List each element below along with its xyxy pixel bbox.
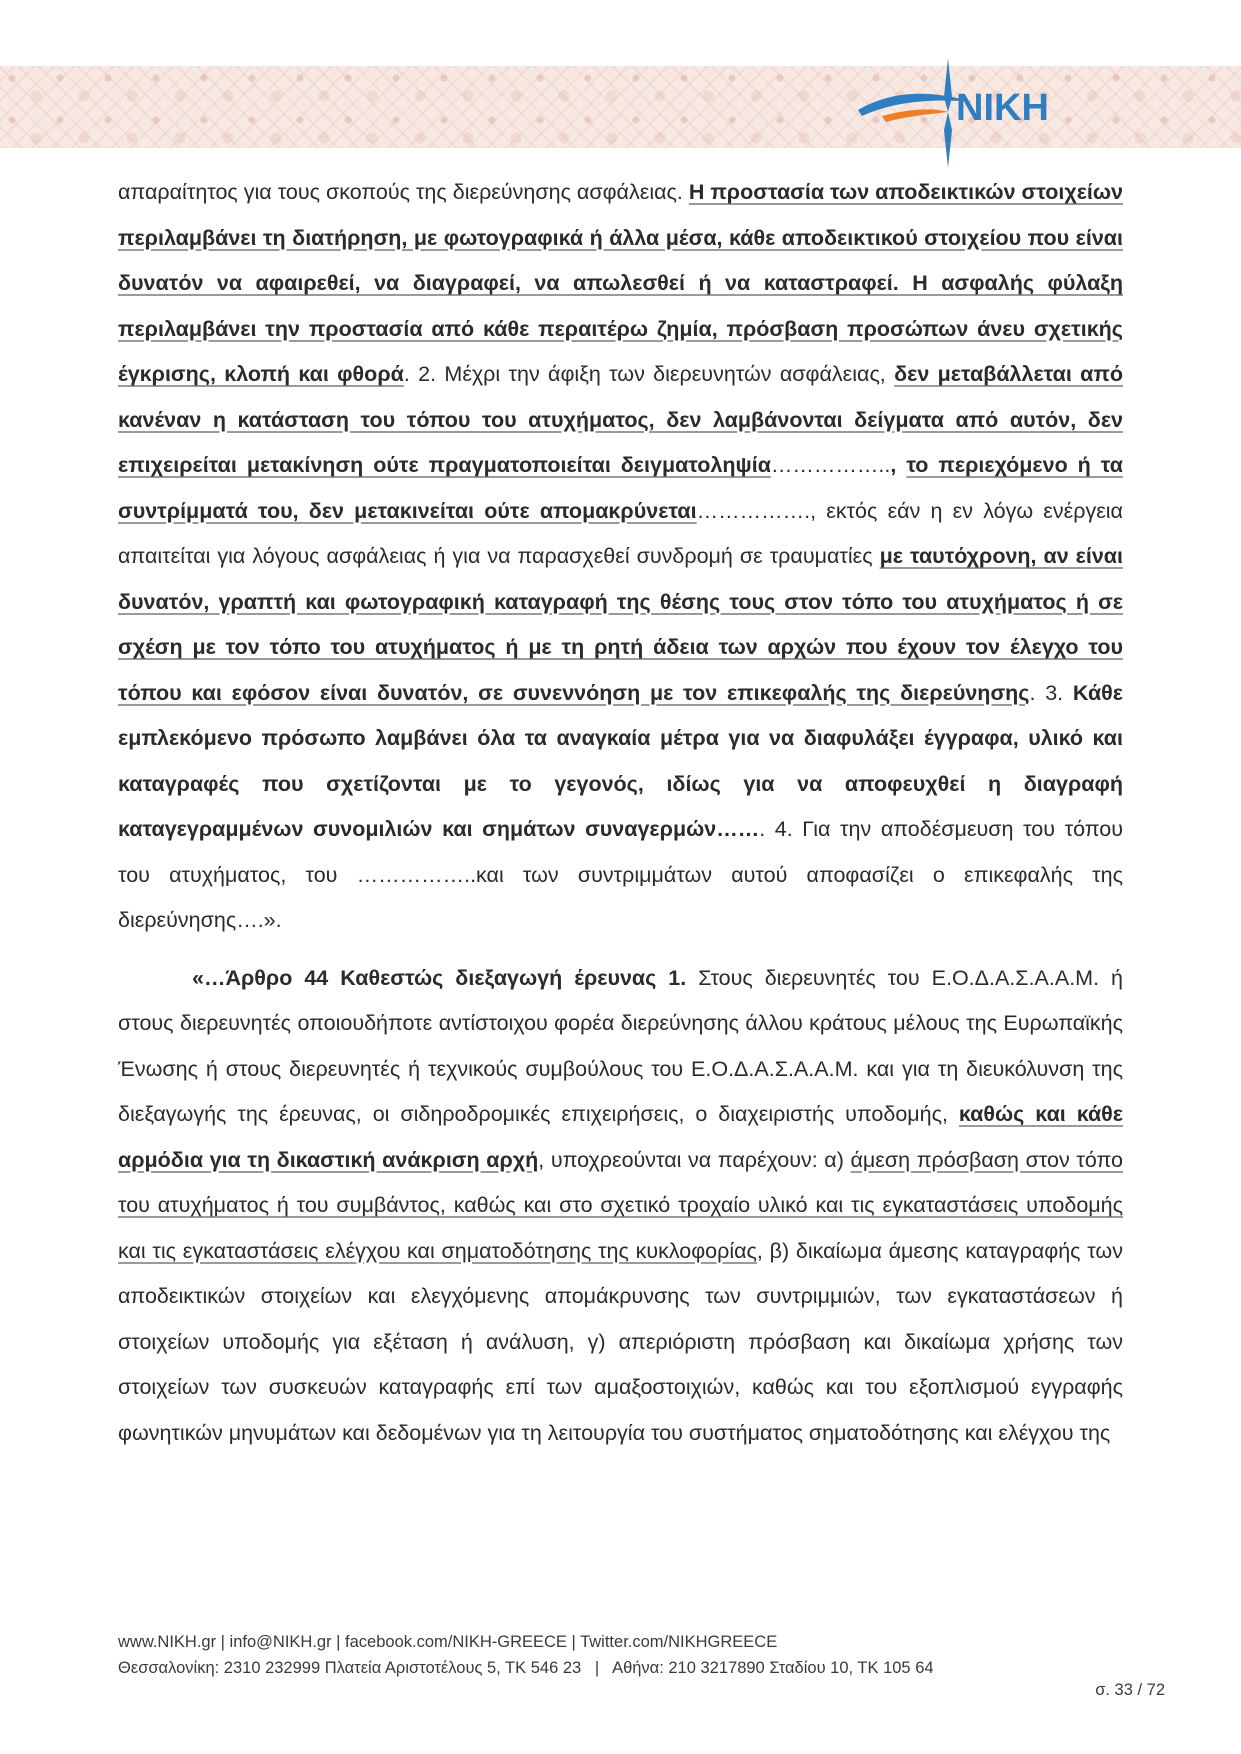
page-number: σ. 33 / 72 xyxy=(1095,1681,1165,1699)
text-run: δεν μεταβάλλεται από κανέναν η κατάσταση του τόπου του ατυχήματος, δεν λαμβάνονται δείγματα από αυτόν, δεν επιχειρείται μετακίνηση ούτε πραγματοποιείται δειγματοληψία xyxy=(118,362,1123,477)
text-run: . 4. Για την αποδέσμευση του τόπου του ατυχήματος, του ……………..και των συντριμμάτων αυτού αποφασίζει ο επικεφαλής της διερεύνησης….». xyxy=(118,817,1123,932)
text-run: , β) δικαίωμα άμεσης καταγραφής των αποδεικτικών στοιχείων και ελεγχόμενης απομάκρυνσης των συντριμμιών, των εγκαταστάσεων ή στοιχείων υποδομής για εξέταση ή ανάλυση, γ) απεριόριστη πρόσβαση και δικαίωμα χρήσης των στοιχείων των συσκευών καταγραφής επί των αμαξοστοιχιών, καθώς και του εξοπλισμού εγγραφής φωνητικών μηνυμάτων και δεδομένων για τη λειτουργία του συστήματος σηματοδότησης και ελέγχου της xyxy=(118,1238,1123,1445)
text-run: , υποχρεούνται να παρέχουν: α) xyxy=(538,1147,851,1172)
text-run: . 2. Μέχρι την άφιξη των διερευνητών ασφάλειας, xyxy=(403,362,895,386)
text-run: «…Άρθρο 44 Καθεστώς διεξαγωγή έρευνας 1. xyxy=(192,965,687,990)
paragraph-2 xyxy=(118,956,1123,1457)
article-body xyxy=(118,170,1123,1456)
footer-links: www.NIKH.gr | info@NIKH.gr | facebook.com/NIKH-GREECE | Twitter.com/NIKHGREECE xyxy=(118,1633,778,1651)
text-run: καθώς και κάθε αρμόδια για τη δικαστική ανάκριση αρχή xyxy=(118,1102,1124,1172)
footer-contact xyxy=(118,1629,1128,1681)
text-run: με ταυτόχρονη, αν είναι δυνατόν, γραπτή και φωτογραφική καταγραφή της θέσης τους στον τόπο του ατυχήματος ή σε σχέση με τον τόπο του ατυχήματος ή με τη ρητή άδεια των αρχών που έχουν τον έλεγχο του τόπου και εφόσον είναι δυνατόν, σε συνεννόηση με τον επικεφαλής της διερεύνησης xyxy=(118,544,1123,705)
text-run: Η προστασία των αποδεικτικών στοιχείων περιλαμβάνει τη διατήρηση, με φωτογραφικά ή άλλα μέσα, κάθε αποδεικτικού στοιχείου που είναι δυνατόν να αφαιρεθεί, να διαγραφεί, να απωλεσθεί ή να καταστραφεί. Η ασφαλής φύλαξη περιλαμβάνει την προστασία από κάθε περαιτέρω ζημία, πρόσβαση προσώπων άνευ σχετικής έγκρισης, κλοπή και φθορά xyxy=(118,180,1123,386)
text-run: Στους διερευνητές του Ε.Ο.Δ.Α.Σ.Α.Α.Μ. ή στους διερευνητές οποιουδήποτε αντίστοιχου φορέα διερεύνησης άλλου κράτους μέλους της Ευρωπαϊκής Ένωσης ή στους διερευνητές ή τεχνικούς συμβούλους του Ε.Ο.Δ.Α.Σ.Α.Α.Μ. και για τη διευκόλυνση της διεξαγωγής της έρευνας, οι σιδηροδρομικές επιχειρήσεις, ο διαχειριστής υποδομής, xyxy=(118,965,1123,1126)
text-run: απαραίτητος για τους σκοπούς της διερεύνησης ασφάλειας. xyxy=(118,180,689,204)
text-run: Κάθε εμπλεκόμενο πρόσωπο λαμβάνει όλα τα αναγκαία μέτρα για να διαφυλάξει έγγραφα, υλικό και καταγραφές που σχετίζονται με το γεγονός, ιδίως για να αποφευχθεί η διαγραφή καταγεγραμμένων συνομιλιών και σημάτων συναγερμών…… xyxy=(118,680,1123,841)
nikh-logo xyxy=(852,52,1092,172)
text-run: ……………., εκτός εάν η εν λόγω ενέργεια απαιτείται για λόγους ασφάλειας ή για να παρασχεθεί συνδρομή σε τραυματίες xyxy=(118,498,1123,568)
text-run: άμεση πρόσβαση στον τόπο του ατυχήματος ή του συμβάντος, καθώς και στο σχετικό τροχαίο υλικό και τις εγκαταστάσεις υποδομής και τις εγκαταστάσεις ελέγχου και σηματοδότησης της κυκλοφορίας xyxy=(118,1147,1123,1263)
text-run: , xyxy=(890,453,907,477)
text-run: . 3. xyxy=(1029,680,1073,705)
svg-text:NIKH: NIKH xyxy=(956,87,1049,129)
text-run: …………….. xyxy=(770,453,891,477)
footer-address: Θεσσαλονίκη: 2310 232999 Πλατεία Αριστοτέλους 5, ΤΚ 546 23 | Αθήνα: 210 3217890 Σταδίου 10, ΤΚ 105 64 xyxy=(118,1659,934,1677)
text-run: το περιεχόμενο ή τα συντρίμματά του, δεν μετακινείται ούτε απομακρύνεται xyxy=(118,453,1123,523)
paragraph-1 xyxy=(118,170,1123,944)
